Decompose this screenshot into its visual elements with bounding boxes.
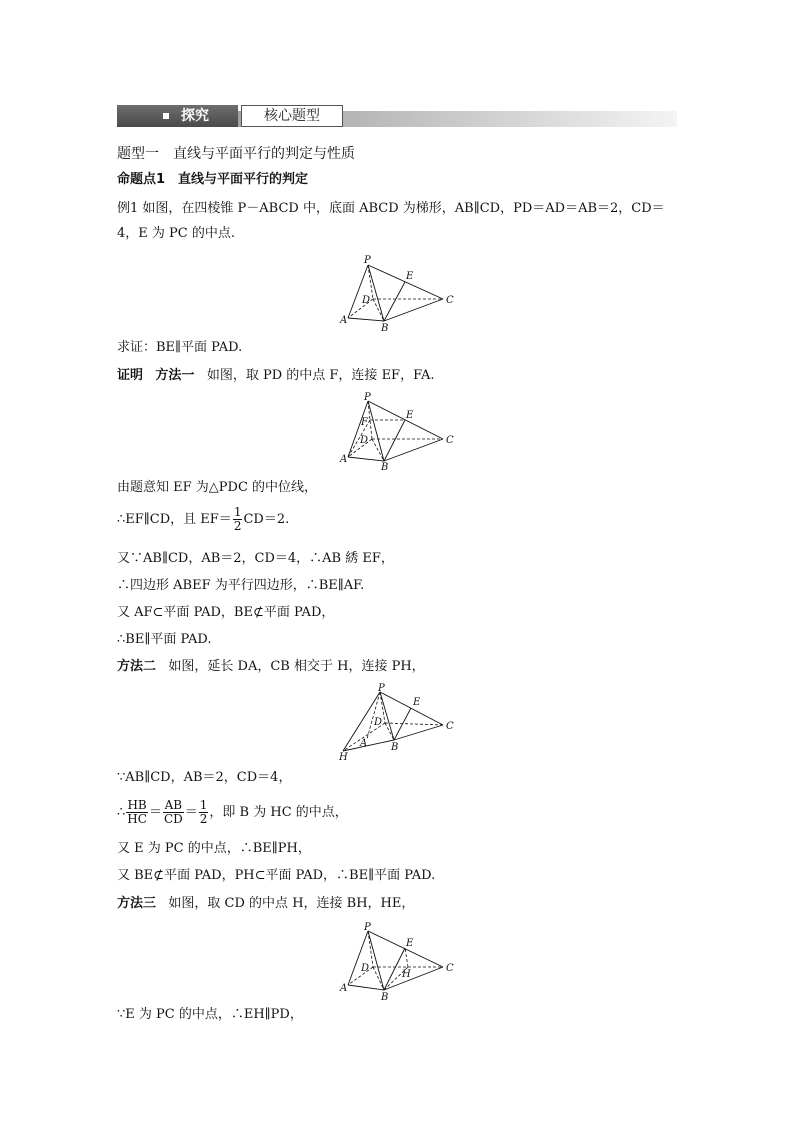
label-D: D xyxy=(361,963,370,974)
example-line-1: 例1 如图，在四棱锥 P－ABCD 中，底面 ABCD 为梯形，AB∥CD，PD＝AD＝AB＝2，CD＝ xyxy=(117,201,665,216)
banner-dark-tab xyxy=(117,105,238,127)
banner-left-label: 探究 xyxy=(181,108,209,124)
method-2-header xyxy=(117,659,425,675)
method-1-line-3: 又∵AB∥CD，AB＝2，CD＝4，∴AB 綉 EF， xyxy=(117,551,394,566)
method-1-line-4: ∴四边形 ABEF 为平行四边形，∴BE∥AF. xyxy=(117,578,365,593)
goal-statement: 求证：BE∥平面 PAD. xyxy=(117,340,243,355)
square-bullet-icon xyxy=(163,113,169,119)
label-F: F xyxy=(361,417,368,428)
method-1-intro: 如图，取 PD 的中点 F，连接 EF，FA. xyxy=(206,368,435,383)
label-B: B xyxy=(391,742,399,753)
label-A: A xyxy=(340,983,348,994)
label-P: P xyxy=(364,392,371,403)
label-C: C xyxy=(446,435,454,446)
banner-right-box xyxy=(241,105,343,127)
label-D: D xyxy=(362,295,371,306)
label-E: E xyxy=(406,938,414,949)
method-3-header xyxy=(117,896,414,912)
label-A: A xyxy=(360,738,368,749)
method-1-line-1: 由题意知 EF 为△PDC 的中位线， xyxy=(117,480,318,495)
question-type-title: 题型一 直线与平面平行的判定与性质 xyxy=(117,146,355,162)
label-C: C xyxy=(446,295,454,306)
example-line-2: 4，E 为 PC 的中点. xyxy=(117,226,235,241)
fraction-ab-cd: $\frac{AB}{CD}$ xyxy=(163,798,183,826)
label-P: P xyxy=(364,922,371,933)
label-D: D xyxy=(360,435,369,446)
label-P: P xyxy=(378,683,385,694)
method-1-header xyxy=(117,368,434,384)
label-E: E xyxy=(406,410,414,421)
method-2-intro: 如图，延长 DA，CB 相交于 H，连接 PH， xyxy=(168,659,425,674)
method-1-label: 方法一 xyxy=(155,368,195,383)
label-P: P xyxy=(364,255,371,266)
method-2-line-4: 又 BE⊄平面 PAD，PH⊂平面 PAD，∴BE∥平面 PAD. xyxy=(117,868,436,883)
fraction-one-half: $\frac{1}{2}$ xyxy=(233,505,242,533)
label-A: A xyxy=(340,315,348,326)
figure-pyramid-1 xyxy=(336,253,460,337)
proposition-title: 命题点1 直线与平面平行的判定 xyxy=(117,172,309,187)
figure-pyramid-2 xyxy=(336,391,460,475)
proof-label: 证明 xyxy=(117,368,144,383)
label-H: H xyxy=(402,969,411,980)
section-banner xyxy=(117,105,677,127)
fraction-hb-hc: $\frac{HB}{HC}$ xyxy=(127,798,147,826)
figure-pyramid-3 xyxy=(336,683,460,767)
label-D: D xyxy=(374,717,383,728)
pyramid-diagram-2 xyxy=(336,391,460,471)
label-C: C xyxy=(446,963,454,974)
method-2-line-1: ∵AB∥CD，AB＝2，CD＝4， xyxy=(117,770,292,785)
pyramid-diagram-4 xyxy=(336,921,460,1001)
label-A: A xyxy=(340,454,348,465)
method-2-line-3: 又 E 为 PC 的中点，∴BE∥PH， xyxy=(117,841,311,856)
method-2-line-2: ∴ $\frac{HB}{HC}$ ＝ $\frac{AB}{CD}$ ＝ $\frac{1}{2}$ ，即 B 为 HC 的中点， xyxy=(117,798,348,826)
figure-pyramid-4 xyxy=(336,921,460,1005)
label-B: B xyxy=(381,462,389,471)
method-3-label: 方法三 xyxy=(117,896,157,911)
method-1-line-6: ∴BE∥平面 PAD. xyxy=(117,632,212,647)
method-1-line-5: 又 AF⊂平面 PAD，BE⊄平面 PAD， xyxy=(117,605,335,620)
pyramid-diagram-3 xyxy=(336,683,460,763)
label-E: E xyxy=(413,697,421,708)
method-3-intro: 如图，取 CD 的中点 H，连接 BH，HE， xyxy=(168,896,415,911)
method-1-line-2: ∴EF∥CD，且 EF＝ $\frac{1}{2}$ CD＝2. xyxy=(117,505,290,533)
label-H: H xyxy=(339,752,348,763)
fraction-one-half-2: $\frac{1}{2}$ xyxy=(199,798,208,826)
label-B: B xyxy=(381,992,389,1001)
method-2-label: 方法二 xyxy=(117,659,157,674)
pyramid-diagram-1 xyxy=(336,253,460,333)
label-C: C xyxy=(446,721,454,732)
method-3-line-1: ∵E 为 PC 的中点，∴EH∥PD， xyxy=(117,1007,303,1022)
label-E: E xyxy=(406,271,414,282)
banner-right-label: 核心题型 xyxy=(264,108,320,124)
label-B: B xyxy=(381,323,389,333)
